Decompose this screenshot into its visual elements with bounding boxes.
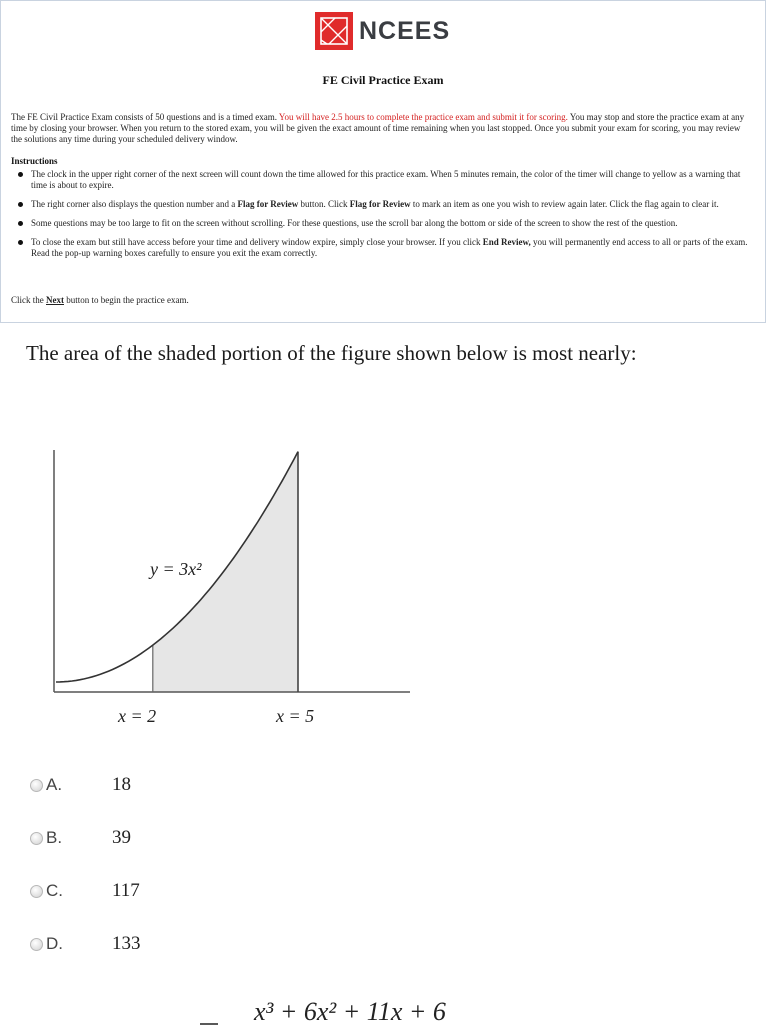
instruction-item: [31, 237, 753, 259]
choice-value: 39: [112, 827, 131, 848]
choice-letter: C.: [46, 881, 63, 900]
instruction-text: To close the exam but still have access before your time and delivery window expire, simply close your browser. If you click: [31, 237, 483, 247]
instruction-panel: [0, 0, 766, 323]
ncees-logo-icon: [315, 12, 353, 50]
answer-choice[interactable]: [30, 773, 131, 797]
question-prompt: The area of the shaded portion of the figure shown below is most nearly:: [26, 341, 637, 365]
begin-suffix: button to begin the practice exam.: [64, 295, 189, 305]
x-right-label: x = 5: [276, 706, 315, 726]
begin-instruction: [11, 295, 189, 305]
next-button-reference: Next: [46, 295, 64, 305]
answer-choice[interactable]: [30, 932, 141, 956]
instructions-list: [31, 169, 753, 267]
instruction-text: The clock in the upper right corner of the next screen will count down the time allowed for this practice exam. When 5 minutes remain, the color of the timer will change to yellow as a warning that time is about to expire.: [31, 169, 741, 190]
ncees-logo: [315, 12, 450, 50]
instruction-item: [31, 169, 753, 191]
instruction-emphasis: Flag for Review: [237, 199, 299, 209]
time-warning: You will have 2.5 hours to complete the practice exam and submit it for scoring.: [278, 112, 568, 122]
question-figure: [0, 420, 440, 740]
next-question-formula: [200, 992, 500, 1032]
instruction-text: button. Click: [298, 199, 350, 209]
instruction-text: Some questions may be too large to fit on the screen without scrolling. For these questions, use the scroll bar along the bottom or side of the screen to show the rest of the question.: [31, 218, 678, 228]
choice-letter: D.: [46, 934, 63, 953]
instruction-emphasis: Flag for Review: [349, 199, 411, 209]
instruction-text: you will permanently end access to all or parts of the exam. Read the pop-up warning boxes carefully to ensure you exit the exam correctly.: [31, 237, 748, 258]
answer-choice[interactable]: [30, 879, 140, 903]
logo-text: NCEES: [359, 16, 451, 45]
exam-intro: [11, 112, 753, 145]
radio-button[interactable]: [30, 938, 43, 951]
instruction-text: The right corner also displays the question number and a: [31, 199, 238, 209]
instructions-heading: Instructions: [11, 156, 58, 166]
choice-value: 117: [112, 880, 140, 901]
radio-button[interactable]: [30, 779, 43, 792]
begin-prefix: Click the: [11, 295, 46, 305]
radio-button[interactable]: [30, 832, 43, 845]
intro-text: The FE Civil Practice Exam consists of 50 questions and is a timed exam.: [11, 112, 279, 122]
instruction-item: [31, 218, 753, 229]
formula-text: x³ + 6x² + 11x + 6: [254, 997, 446, 1026]
choice-value: 133: [112, 933, 141, 954]
instruction-emphasis: End Review,: [482, 237, 531, 247]
intro-text-continued: You may stop and store the practice exam at any time by closing your browser. When you return to the stored exam, you will be given the exact amount of time remaining when you last stopped. Once you submit your exam for scoring, you may review the solutions any time during your scheduled delivery window.: [11, 112, 745, 144]
choice-letter: B.: [46, 828, 63, 847]
instruction-text: to mark an item as one you wish to review again later. Click the flag again to clear it.: [410, 199, 719, 209]
curve-label: y = 3x²: [150, 559, 202, 579]
radio-button[interactable]: [30, 885, 43, 898]
choice-value: 18: [112, 774, 131, 795]
answer-choice[interactable]: [30, 826, 131, 850]
exam-title: FE Civil Practice Exam: [322, 73, 444, 87]
instruction-item: [31, 199, 753, 210]
x-left-label: x = 2: [118, 706, 157, 726]
choice-letter: A.: [46, 775, 63, 794]
